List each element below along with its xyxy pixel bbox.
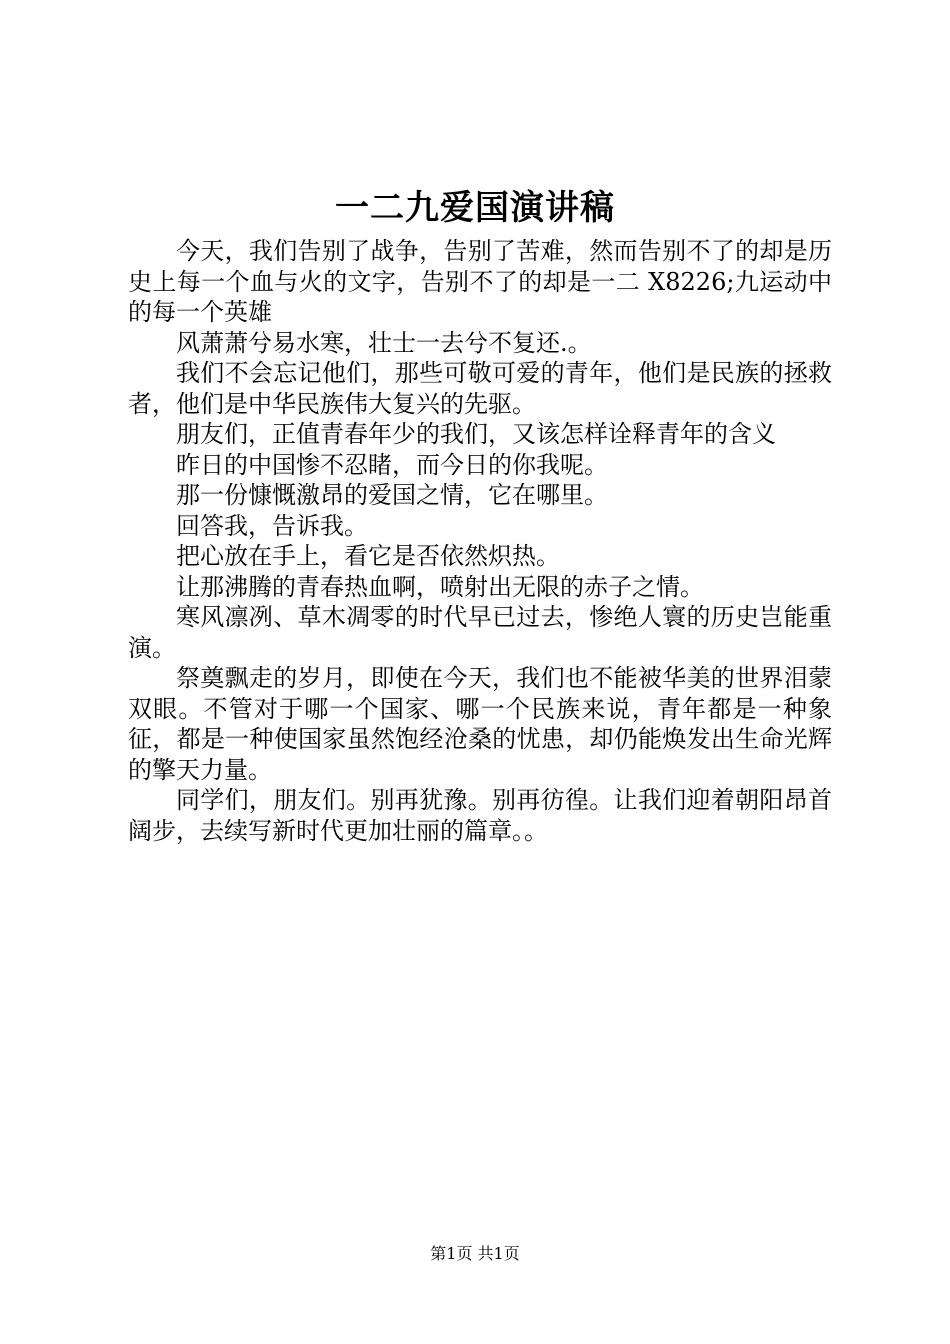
- paragraph: 朋友们，正值青春年少的我们，又该怎样诠释青年的含义: [176, 420, 776, 448]
- paragraph: 风萧萧兮易水寒，壮士一去兮不复还.。: [176, 328, 592, 357]
- document-title: 一二九爱国演讲稿: [335, 188, 615, 228]
- paragraph: 把心放在手上，看它是否依然炽热。: [176, 542, 560, 570]
- page-footer: 第1页 共1页: [430, 1244, 520, 1263]
- paragraph: 今天，我们告别了战争，告别了苦难，然而告别不了的却是历史上每一个血与火的文字，告别不了的却是一二 X8226;九运动中的每一个英雄: [128, 237, 832, 326]
- paragraph: 让那沸腾的青春热血啊，喷射出无限的赤子之情。: [176, 572, 704, 601]
- document-body: [128, 236, 832, 846]
- paragraph: 那一份慷慨激昂的爱国之情，它在哪里。: [176, 481, 608, 509]
- paragraph: 昨日的中国惨不忍睹，而今日的你我呢。: [176, 450, 608, 479]
- paragraph: 祭奠飘走的岁月，即使在今天，我们也不能被华美的世界泪蒙双眼。不管对于哪一个国家、哪一个民族来说，青年都是一种象征，都是一种使国家虽然饱经沧桑的忧患，却仍能焕发出生命光辉的擎天力量。: [128, 664, 832, 784]
- paragraph: 同学们，朋友们。别再犹豫。别再彷徨。让我们迎着朝阳昂首阔步，去续写新时代更加壮丽的篇章。。: [128, 786, 832, 845]
- paragraph: 回答我，告诉我。: [176, 511, 368, 540]
- paragraph: 我们不会忘记他们，那些可敬可爱的青年，他们是民族的拯救者，他们是中华民族伟大复兴的先驱。: [128, 359, 832, 418]
- paragraph: 寒风凛冽、草木凋零的时代早已过去，惨绝人寰的历史岂能重演。: [128, 603, 832, 662]
